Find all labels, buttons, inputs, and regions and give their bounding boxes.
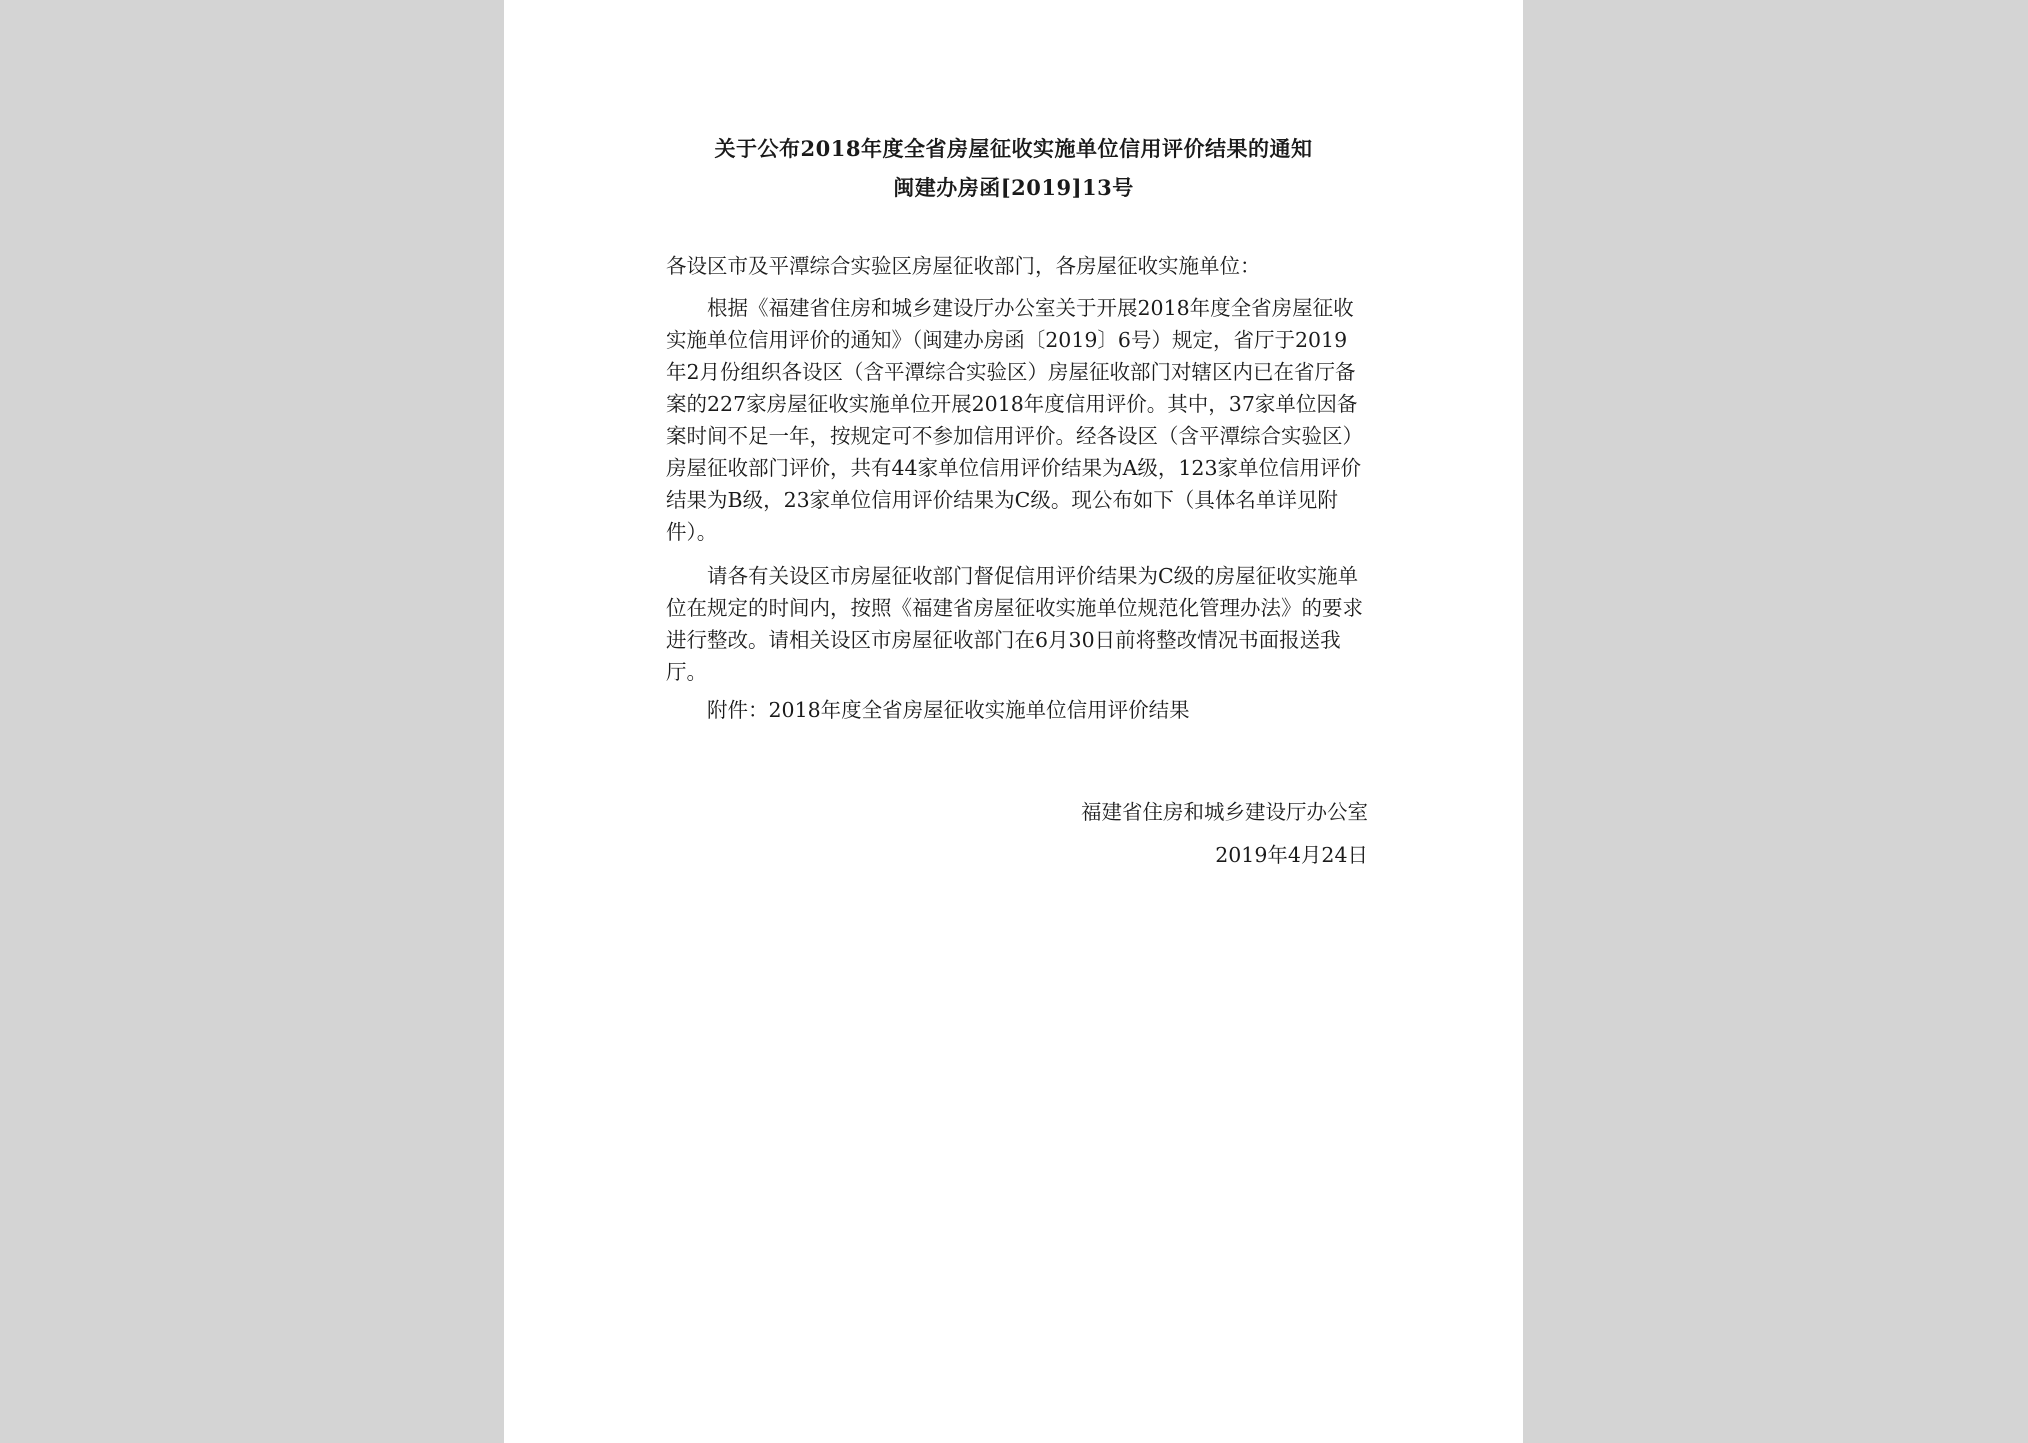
salutation: 各设区市及平潭综合实验区房屋征收部门，各房屋征收实施单位： (666, 254, 1261, 278)
document-page (504, 0, 1523, 1443)
issue-date: 2019年4月24日 (1215, 843, 1368, 867)
paragraph-2: 请各有关设区市房屋征收部门督促信用评价结果为C级的房屋征收实施单位在规定的时间内，按照《福建省房屋征收实施单位规范化管理办法》的要求进行整改。请相关设区市房屋征收部门在6月30日前将整改情况书面报送我厅。 (666, 564, 1363, 684)
paragraph-1: 根据《福建省住房和城乡建设厅办公室关于开展2018年度全省房屋征收实施单位信用评价的通知》（闽建办房函〔2019〕6号）规定，省厅于2019年2月份组织各设区（含平潭综合实验区）房屋征收部门对辖区内已在省厅备案的227家房屋征收实施单位开展2018年度信用评价。其中，37家单位因备案时间不足一年，按规定可不参加信用评价。经各设区（含平潭综合实验区）房屋征收部门评价，共有44家单位信用评价结果为A级，123家单位信用评价结果为B级，23家单位信用评价结果为C级。现公布如下（具体名单详见附件）。 (666, 296, 1363, 544)
document-title: 关于公布2018年度全省房屋征收实施单位信用评价结果的通知 (714, 136, 1313, 161)
document-number: 闽建办房函[2019]13号 (893, 175, 1134, 200)
issuer-signature: 福建省住房和城乡建设厅办公室 (1081, 800, 1368, 824)
attachment-note: 附件：2018年度全省房屋征收实施单位信用评价结果 (707, 698, 1190, 722)
document-body (666, 250, 1366, 726)
